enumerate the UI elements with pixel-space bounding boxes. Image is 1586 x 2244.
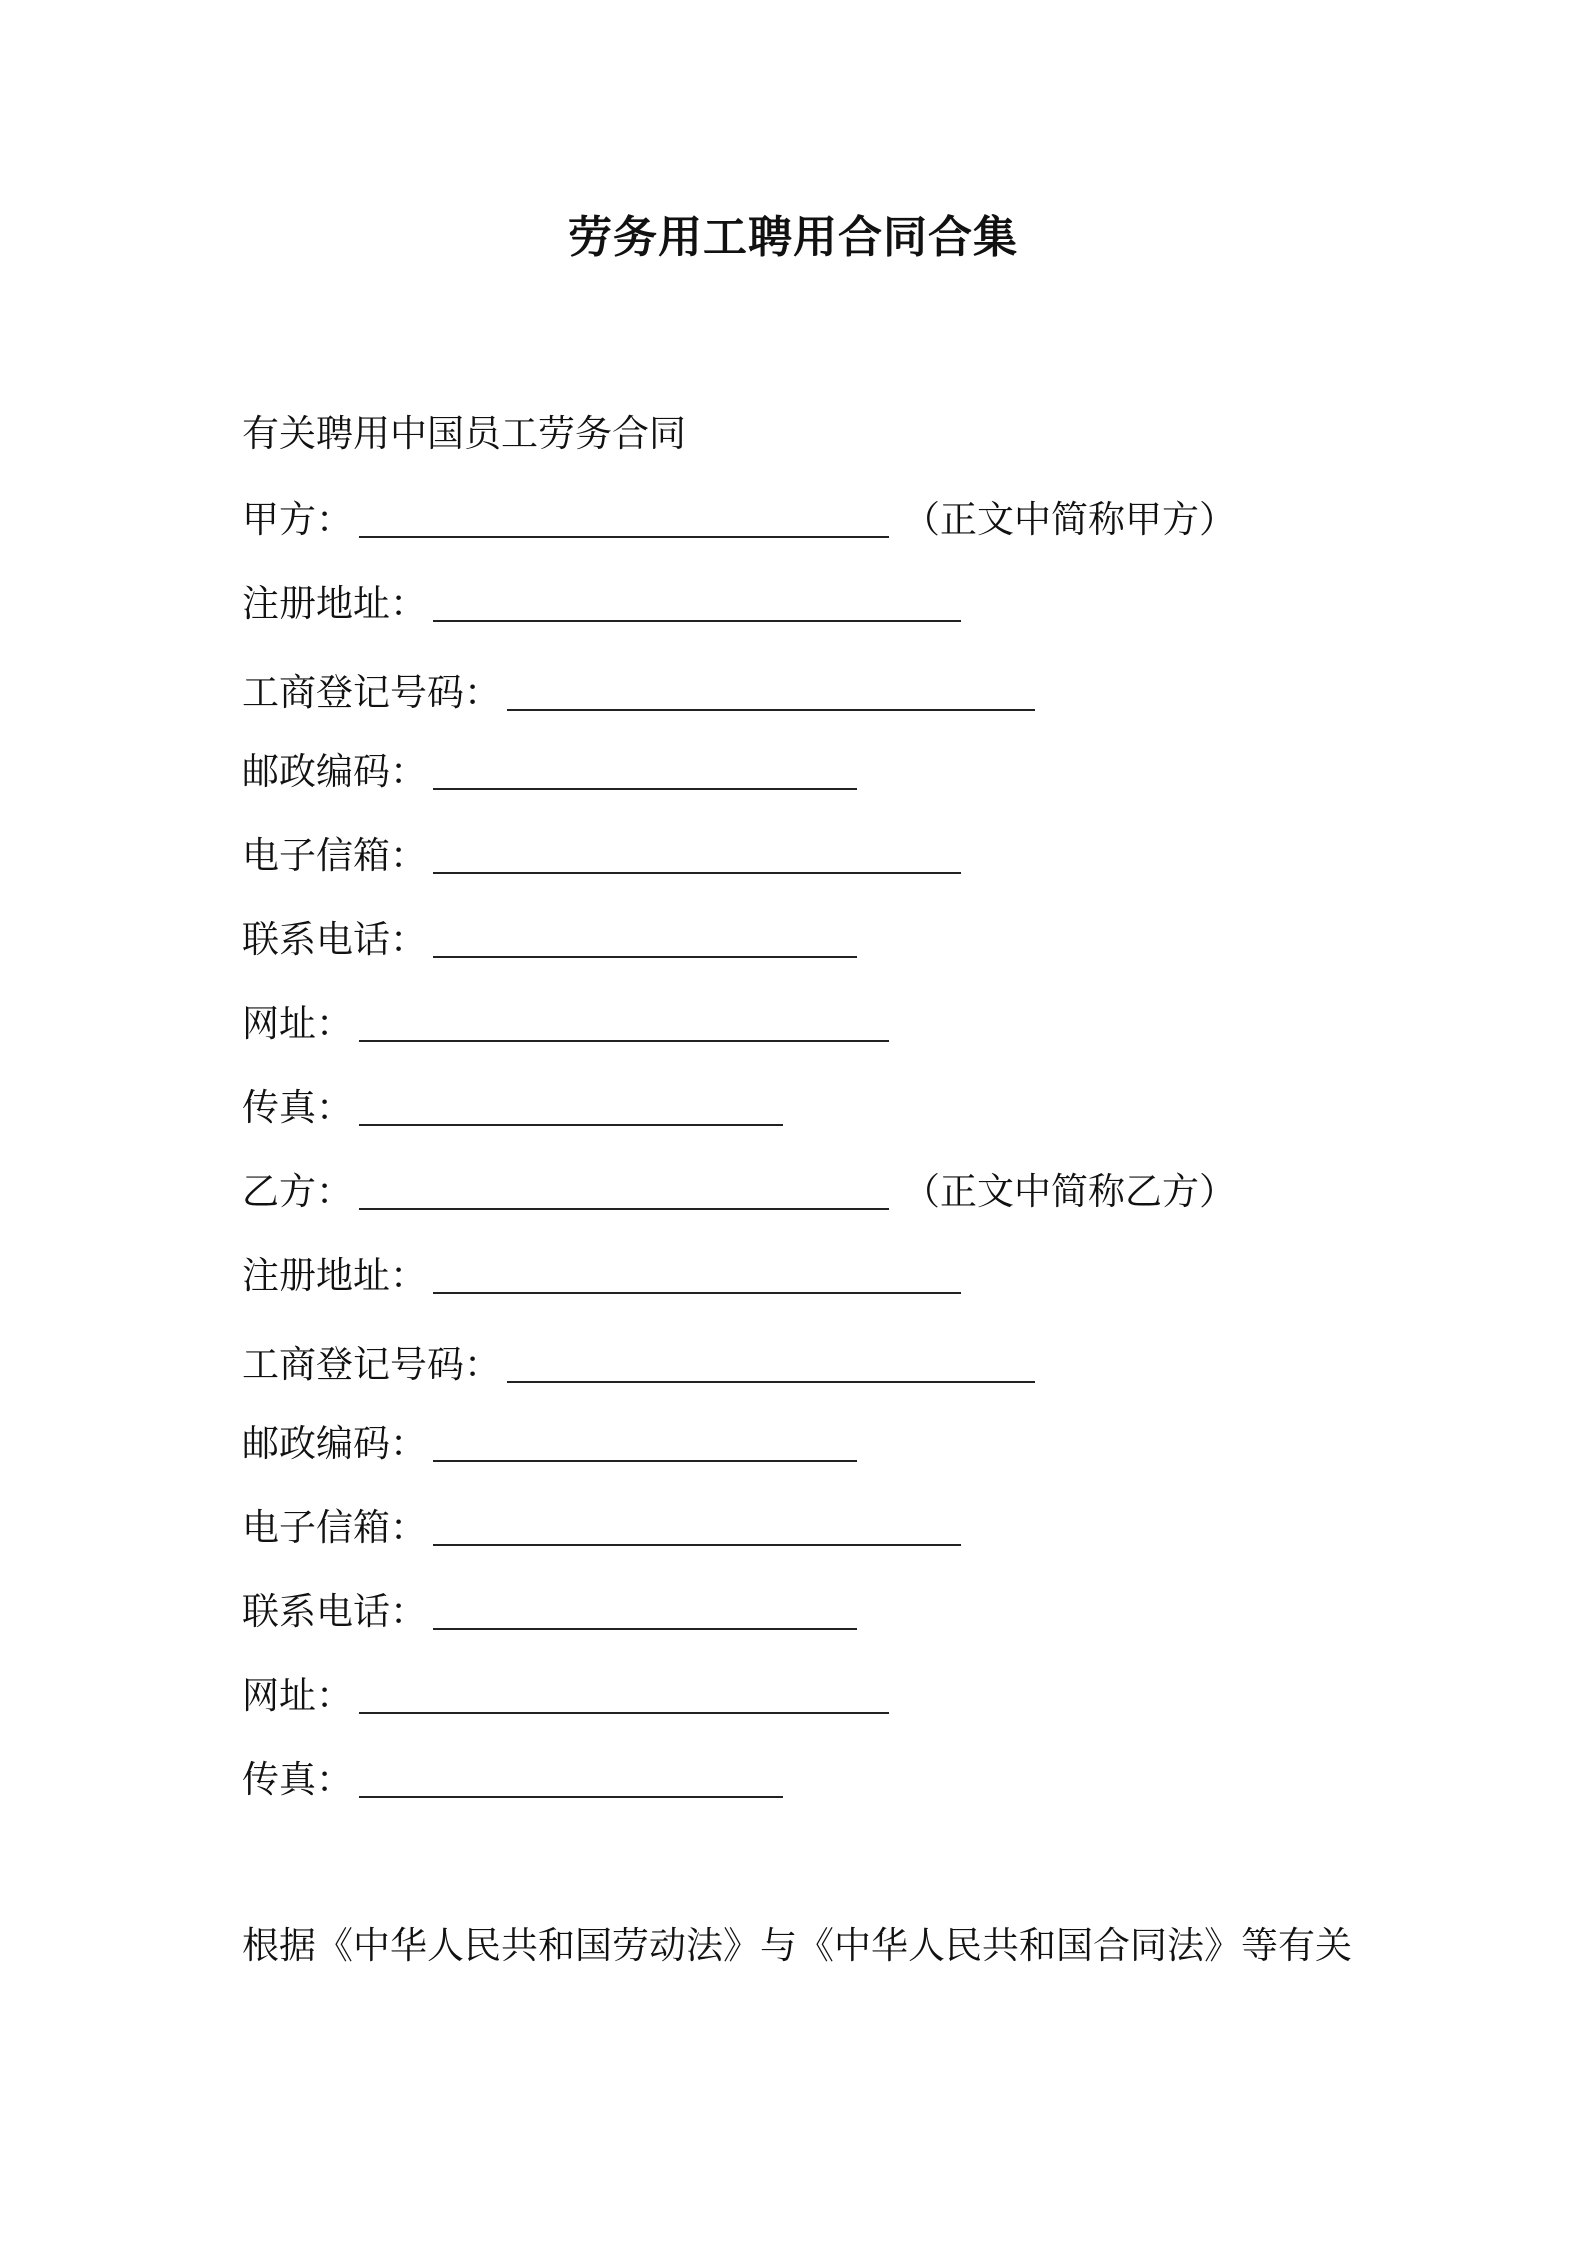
party-a-line [242, 494, 1236, 544]
field-label: 注册地址： [242, 1254, 427, 1297]
field-blank [433, 1592, 857, 1630]
party-a-note: （正文中简称甲方） [903, 498, 1236, 541]
party-b-field-phone [242, 1586, 857, 1636]
party-a-field-email [242, 830, 961, 880]
party-a-field-phone [242, 914, 857, 964]
body-paragraph [242, 1922, 1352, 1970]
field-blank [433, 836, 961, 874]
field-label: 邮政编码： [242, 750, 427, 793]
field-blank [433, 1424, 857, 1462]
field-label: 电子信箱： [242, 834, 427, 877]
field-blank [359, 1004, 889, 1042]
party-b-field-address [242, 1250, 961, 1300]
party-b-blank [359, 1172, 889, 1210]
subtitle-text: 有关聘用中国员工劳务合同 [242, 412, 686, 455]
field-blank [433, 920, 857, 958]
document-title: 劳务用工聘用合同合集 [568, 212, 1018, 263]
party-a-field-fax [242, 1082, 783, 1132]
field-blank [433, 1508, 961, 1546]
field-label: 传真： [242, 1758, 353, 1801]
field-blank [359, 1088, 783, 1126]
party-b-field-fax [242, 1754, 783, 1804]
party-a-field-registration [242, 667, 1035, 717]
field-blank [507, 673, 1035, 711]
party-a-field-website [242, 998, 889, 1048]
field-blank [359, 1676, 889, 1714]
party-b-field-postcode [242, 1418, 857, 1468]
field-blank [359, 1760, 783, 1798]
party-b-field-email [242, 1502, 961, 1552]
field-label: 联系电话： [242, 918, 427, 961]
field-label: 工商登记号码： [242, 671, 501, 714]
party-b-field-website [242, 1670, 889, 1720]
contract-subtitle [242, 410, 686, 458]
party-b-note: （正文中简称乙方） [903, 1170, 1236, 1213]
field-label: 工商登记号码： [242, 1343, 501, 1386]
field-label: 网址： [242, 1002, 353, 1045]
party-b-field-registration [242, 1339, 1035, 1389]
party-a-label: 甲方： [242, 498, 353, 541]
party-b-line [242, 1166, 1236, 1216]
field-blank [433, 584, 961, 622]
field-blank [433, 752, 857, 790]
party-a-blank [359, 500, 889, 538]
field-label: 网址： [242, 1674, 353, 1717]
field-blank [507, 1345, 1035, 1383]
field-label: 电子信箱： [242, 1506, 427, 1549]
field-blank [433, 1256, 961, 1294]
party-a-field-address [242, 578, 961, 628]
field-label: 邮政编码： [242, 1422, 427, 1465]
field-label: 注册地址： [242, 582, 427, 625]
party-a-field-postcode [242, 746, 857, 796]
party-b-label: 乙方： [242, 1170, 353, 1213]
body-text: 根据《中华人民共和国劳动法》与《中华人民共和国合同法》等有关 [242, 1924, 1352, 1967]
field-label: 联系电话： [242, 1590, 427, 1633]
field-label: 传真： [242, 1086, 353, 1129]
